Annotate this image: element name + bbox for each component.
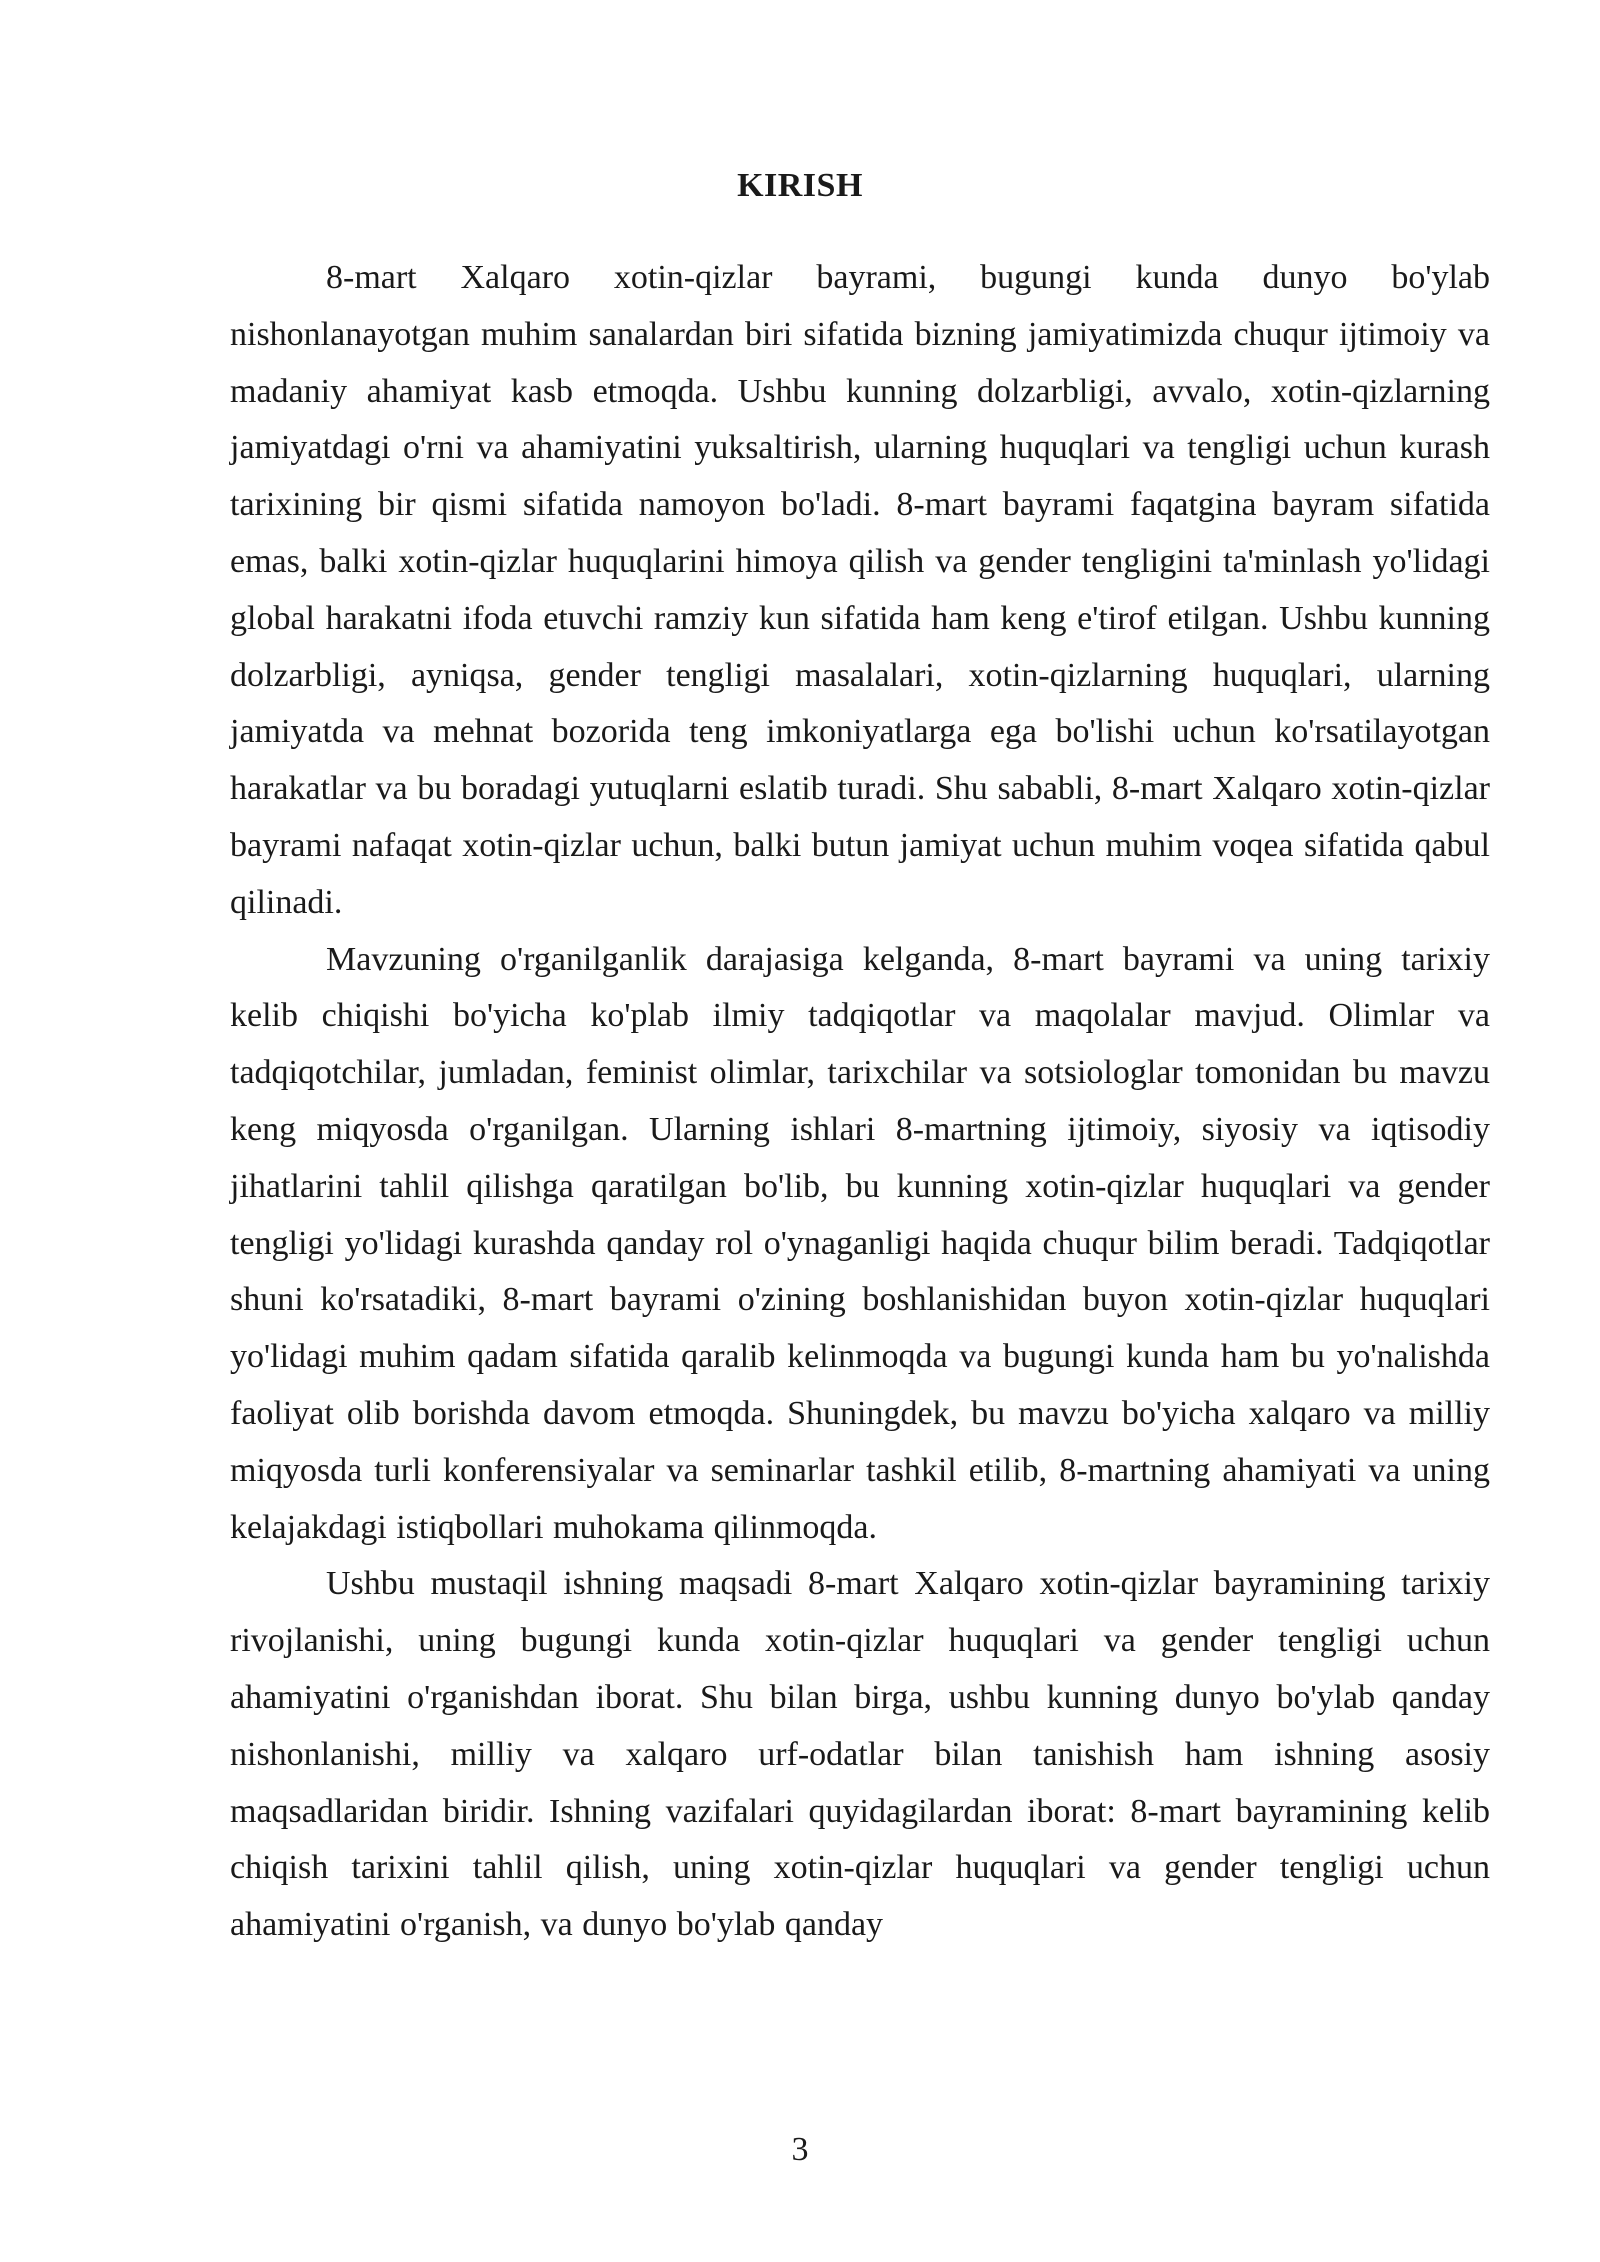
paragraph-significance: 8-mart Xalqaro xotin-qizlar bayrami, bugungi kunda dunyo bo'ylab nishonlanayotgan muhim sanalardan biri sifatida bizning jamiyatimizda chuqur ijtimoiy va madaniy ahamiyat kasb etmoqda. Ushbu kunning dolzarbligi, avvalo, xotin-qizlarning jamiyatdagi o'rni va ahamiyatini yuksaltirish, ularning huquqlari va tengligi uchun kurash tarixining bir qismi sifatida namoyon bo'ladi. 8-mart bayrami faqatgina bayram sifatida emas, balki xotin-qizlar huquqlarini himoya qilish va gender tengligini ta'minlash yo'lidagi global harakatni ifoda etuvchi ramziy kun sifatida ham keng e'tirof etilgan. Ushbu kunning dolzarbligi, ayniqsa, gender tengligi masalalari, xotin-qizlarning huquqlari, ularning jamiyatda va mehnat bozorida teng imkoniyatlarga ega bo'lishi uchun ko'rsatilayotgan harakatlar va bu boradagi yutuqlarni eslatib turadi. Shu sababli, 8-mart Xalqaro xotin-qizlar bayrami nafaqat xotin-qizlar uchun, balki butun jamiyat uchun muhim voqea sifatida qabul qilinadi. [230,259,1490,921]
paragraph-literature-review: Mavzuning o'rganilganlik darajasiga kelganda, 8-mart bayrami va uning tarixiy kelib chiqishi bo'yicha ko'plab ilmiy tadqiqotlar va maqolalar mavjud. Olimlar va tadqiqotchilar, jumladan, feminist olimlar, tarixchilar va sotsiologlar tomonidan bu mavzu keng miqyosda o'rganilgan. Ularning ishlari 8-martning ijtimoiy, siyosiy va iqtisodiy jihatlarini tahlil qilishga qaratilgan bo'lib, bu kunning xotin-qizlar huquqlari va gender tengligi yo'lidagi kurashda qanday rol o'ynaganligi haqida chuqur bilim beradi. Tadqiqotlar shuni ko'rsatadiki, 8-mart bayrami o'zining boshlanishidan buyon xotin-qizlar huquqlari yo'lidagi muhim qadam sifatida qaralib kelinmoqda va bugungi kunda ham bu yo'nalishda faoliyat olib borishda davom etmoqda. Shuningdek, bu mavzu bo'yicha xalqaro va milliy miqyosda turli konferensiyalar va seminarlar tashkil etilib, 8-martning ahamiyati va uning kelajakdagi istiqbollari muhokama qilinmoqda. [230,940,1490,1546]
page-number: 3 [791,2131,809,2168]
section-title: KIRISH [737,167,863,204]
body-text [230,250,1490,1954]
paragraph-aims: Ushbu mustaqil ishning maqsadi 8-mart Xalqaro xotin-qizlar bayramining tarixiy rivojlanishi, uning bugungi kunda xotin-qizlar huquqlari va gender tengligi uchun ahamiyatini o'rganishdan iborat. Shu bilan birga, ushbu kunning dunyo bo'ylab qanday nishonlanishi, milliy va xalqaro urf-odatlar bilan tanishish ham ishning asosiy maqsadlaridan biridir. Ishning vazifalari quyidagilardan iborat: 8-mart bayramining kelib chiqish tarixini tahlil qilish, uning xotin-qizlar huquqlari va gender tengligi uchun ahamiyatini o'rganish, va dunyo bo'ylab qanday [230,1565,1490,1944]
